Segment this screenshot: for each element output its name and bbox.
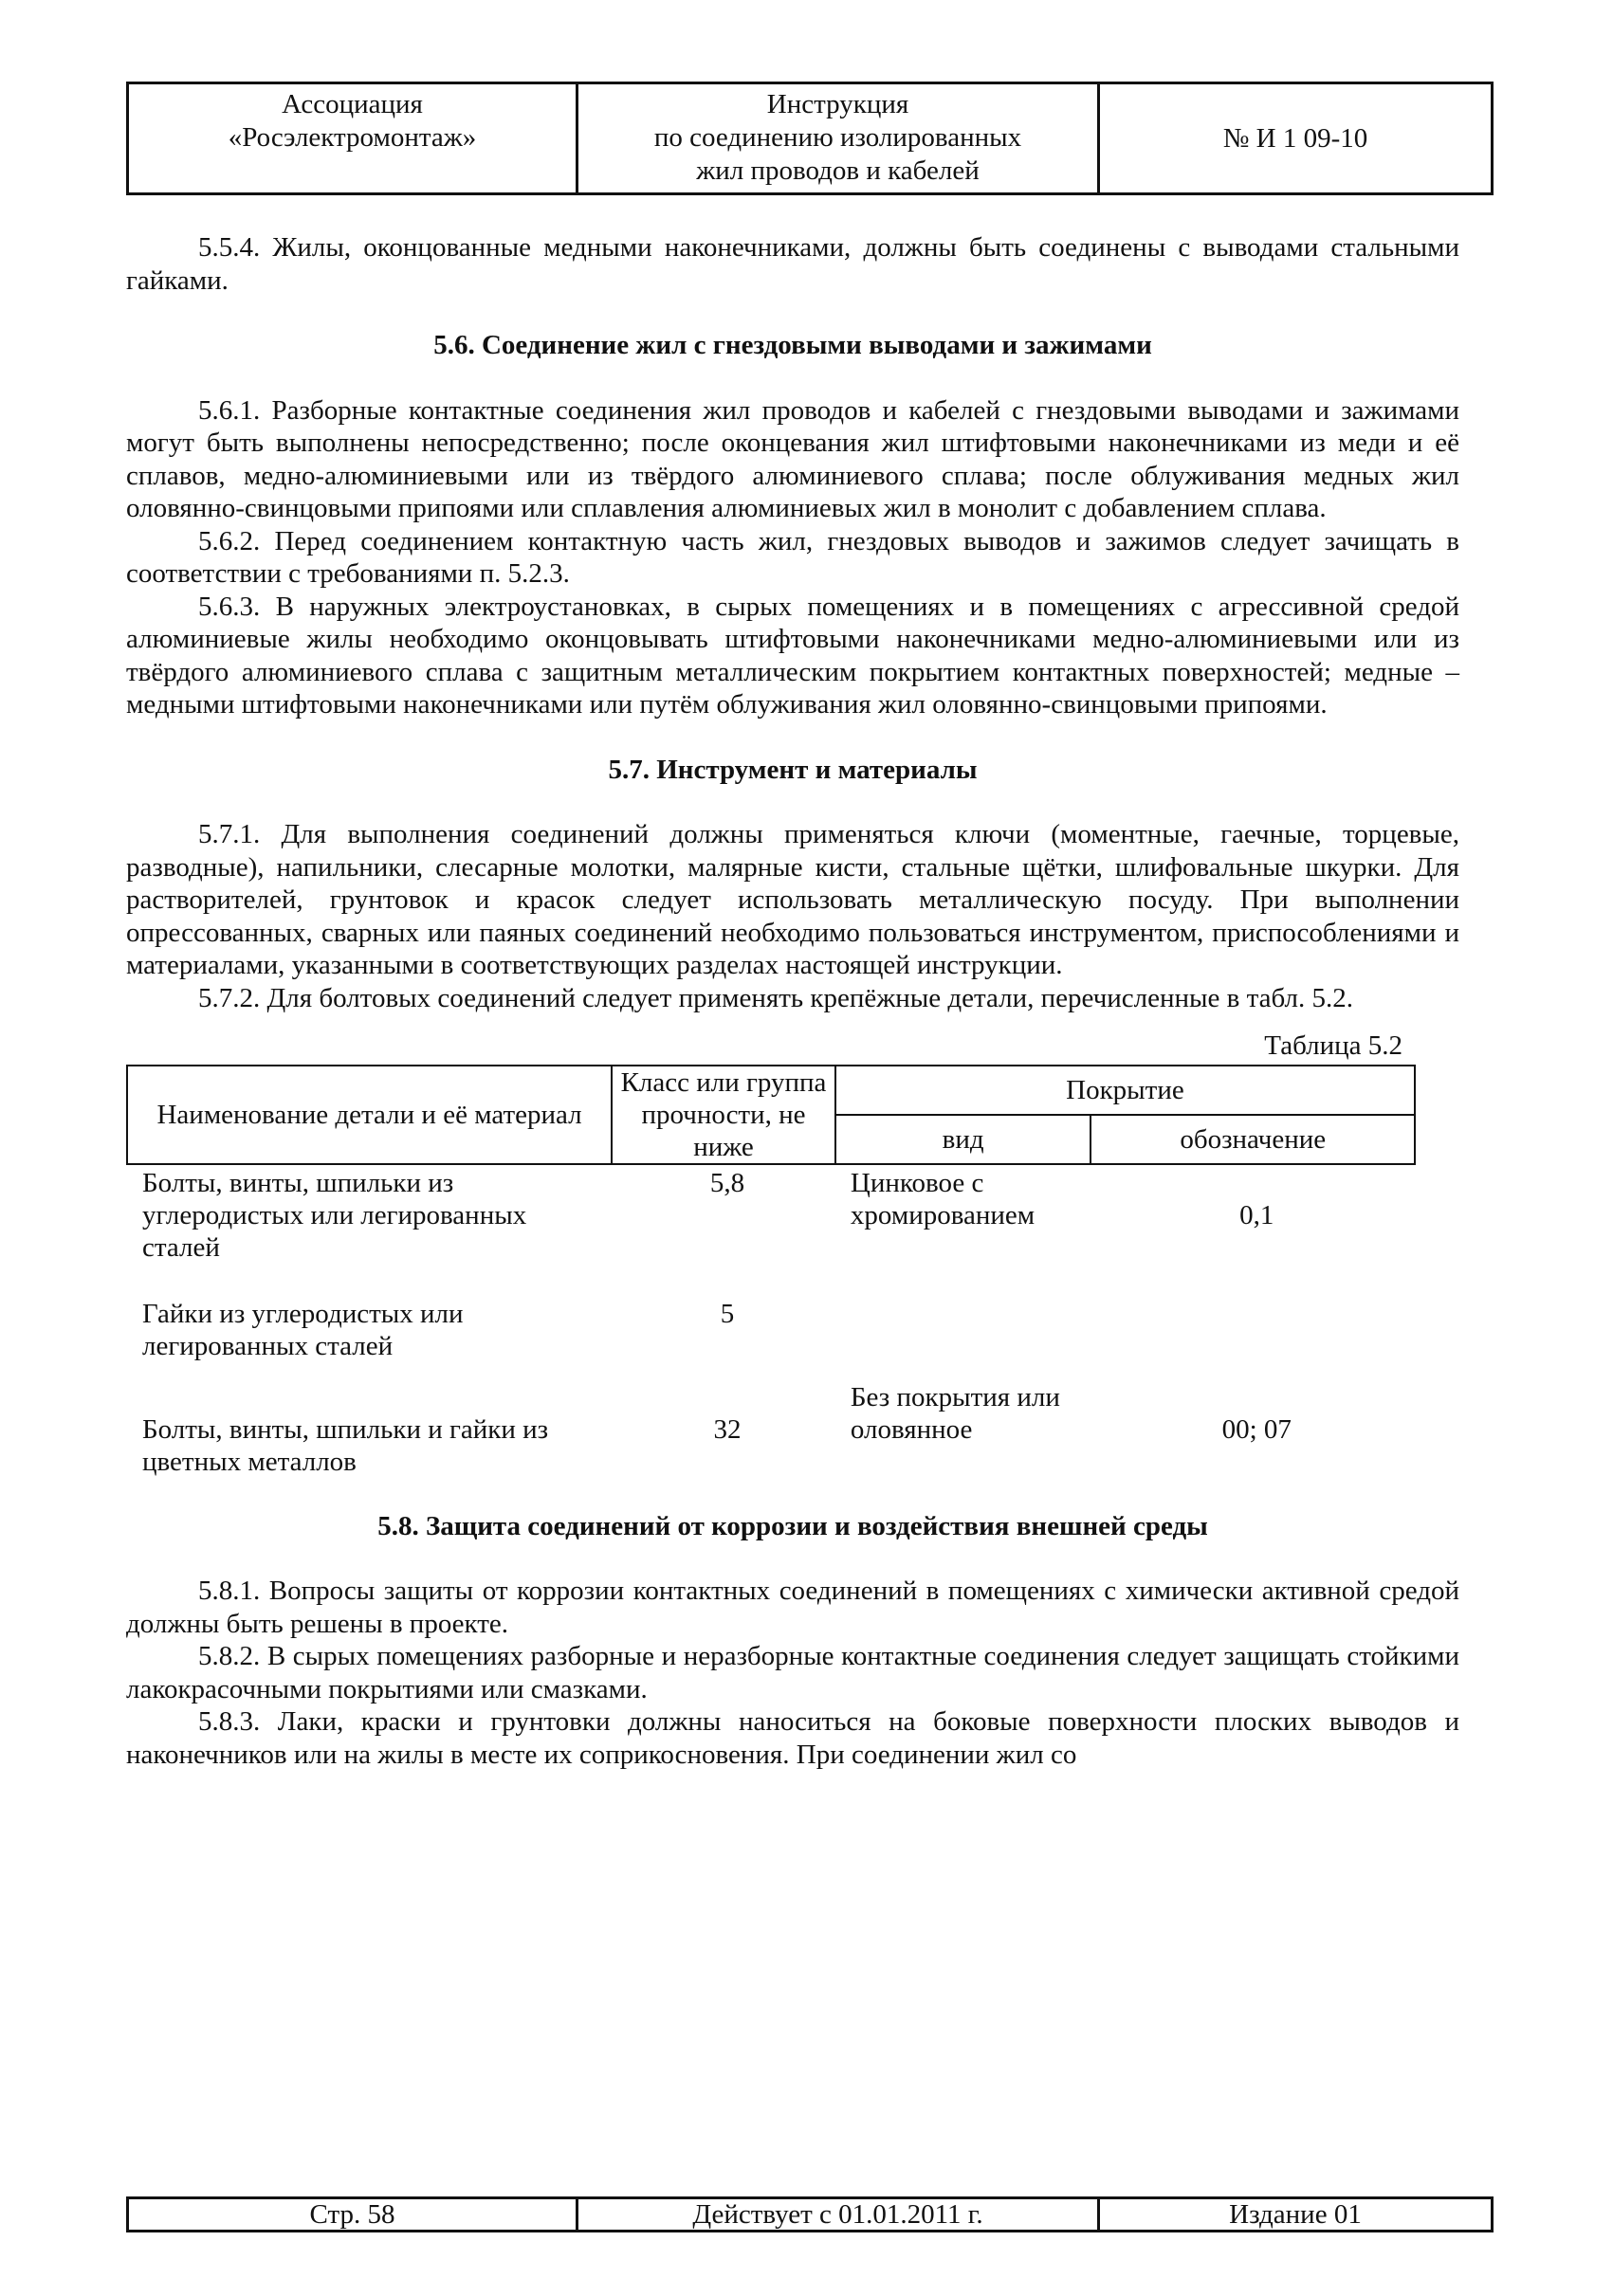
heading-5-6: 5.6. Соединение жил с гнездовыми выводами и зажимами bbox=[433, 330, 1152, 360]
cell-name: Болты, винты, шпильки и гайки из цветных металлов bbox=[142, 1413, 549, 1477]
cell-class: 5 bbox=[720, 1298, 735, 1329]
table-row bbox=[127, 1164, 1415, 1264]
footer-page-number: Стр. 58 bbox=[129, 2199, 578, 2230]
fastener-table bbox=[126, 1065, 1416, 1478]
cell-class: 32 bbox=[713, 1413, 742, 1445]
cell-class: 5,8 bbox=[709, 1167, 745, 1198]
cell-kind: Цинковое с хромированием bbox=[850, 1167, 1036, 1230]
paragraph-5-6-3: 5.6.3. В наружных электроустановках, в сырых помещениях и в помещениях с агрессивной средой алюминиевые жилы необходимо оконцовывать штифтовыми наконечниками медно-алюминиевыми или из твёрдого алюминиевого сплава с защитным металлическим покрытием контактных поверхностей; медные – медными штифтовыми наконечниками или путём облуживания жил оловянно-свинцовыми припоями. bbox=[126, 591, 1459, 720]
col-header-designation: обозначение bbox=[1091, 1115, 1415, 1164]
paragraph-5-8-2: 5.8.2. В сырых помещениях разборные и неразборные контактные соединения следует защищать стойкими лакокрасочными покрытиями или смазками. bbox=[126, 1641, 1459, 1704]
header-organization bbox=[129, 84, 578, 192]
cell-kind: Без покрытия или оловянное bbox=[850, 1381, 1060, 1445]
paragraph-5-6-1: 5.6.1. Разборные контактные соединения жил проводов и кабелей с гнездовыми выводами и зажимами могут быть выполнены непосредственно; после оконцевания жил штифтовыми наконечниками из меди и её сплавов, медно-алюминиевыми или из твёрдого алюминиевого сплава; после облуживания медных жил оловянно-свинцовыми припоями или сплавления алюминиевых жил в монолит с добавлением сплава. bbox=[126, 394, 1459, 523]
header-title-line: жил проводов и кабелей bbox=[696, 155, 980, 186]
paragraph-5-8-3: 5.8.3. Лаки, краски и грунтовки должны наноситься на боковые поверхности плоских выводов и наконечников или на жилы в месте их соприкосновения. При соединении жил со bbox=[126, 1706, 1459, 1770]
heading-5-8: 5.8. Защита соединений от коррозии и воздействия внешней среды bbox=[377, 1510, 1208, 1541]
table-row bbox=[127, 1264, 1415, 1362]
document-footer bbox=[126, 2196, 1494, 2232]
header-title-line: Инструкция bbox=[766, 89, 909, 119]
header-org-line: Ассоциация bbox=[282, 89, 423, 119]
paragraph-5-5-4: 5.5.4. Жилы, оконцованные медными наконечниками, должны быть соединены с выводами стальными гайками. bbox=[126, 232, 1459, 296]
col-header-name: Наименование детали и её материал bbox=[127, 1066, 612, 1164]
col-header-kind: вид bbox=[835, 1115, 1091, 1164]
paragraph-5-7-2: 5.7.2. Для болтовых соединений следует применять крепёжные детали, перечисленные в табл. 5.2. bbox=[198, 982, 1353, 1013]
table-row bbox=[127, 1362, 1415, 1478]
header-org-line: «Росэлектромонтаж» bbox=[228, 122, 477, 153]
col-header-coating: Покрытие bbox=[835, 1066, 1415, 1115]
paragraph-5-8-1: 5.8.1. Вопросы защиты от коррозии контактных соединений в помещениях с химически активной средой должны быть решены в проекте. bbox=[126, 1576, 1459, 1639]
document-body bbox=[126, 231, 1459, 1771]
cell-name: Гайки из углеродистых или легированных сталей bbox=[142, 1298, 464, 1361]
header-title-line: по соединению изолированных bbox=[653, 122, 1022, 153]
document-header bbox=[126, 82, 1494, 195]
paragraph-5-7-1: 5.7.1. Для выполнения соединений должны применяться ключи (моментные, гаечные, торцевые, разводные), напильники, слесарные молотки, малярные кисти, стальные щётки, шлифовальные шкурки. Для растворителей, грунтовок и красок следует использовать металлическую посуду. При выполнении опрессованных, сварных или паяных соединений необходимо пользоваться инструментом, приспособлениями и материалами, указанными в соответствующих разделах настоящей инструкции. bbox=[126, 819, 1459, 980]
header-document-number bbox=[1100, 84, 1491, 192]
heading-5-7: 5.7. Инструмент и материалы bbox=[608, 754, 978, 785]
table-caption: Таблица 5.2 bbox=[1264, 1030, 1402, 1061]
footer-effective-date: Действует с 01.01.2011 г. bbox=[578, 2199, 1100, 2230]
footer-edition: Издание 01 bbox=[1229, 2199, 1362, 2230]
cell-designation bbox=[1091, 1264, 1415, 1362]
cell-name: Болты, винты, шпильки из углеродистых или легированных сталей bbox=[142, 1167, 527, 1263]
col-header-class: Класс или группа прочности, не ниже bbox=[612, 1066, 835, 1164]
cell-designation: 00; 07 bbox=[1221, 1413, 1292, 1445]
cell-kind bbox=[835, 1264, 1091, 1362]
document-number: № И 1 09-10 bbox=[1222, 122, 1368, 154]
cell-designation: 0,1 bbox=[1239, 1199, 1274, 1230]
paragraph-5-6-2: 5.6.2. Перед соединением контактную часть жил, гнездовых выводов и зажимов следует зачищать в соответствии с требованиями п. 5.2.3. bbox=[126, 525, 1459, 589]
header-document-title bbox=[578, 84, 1100, 192]
